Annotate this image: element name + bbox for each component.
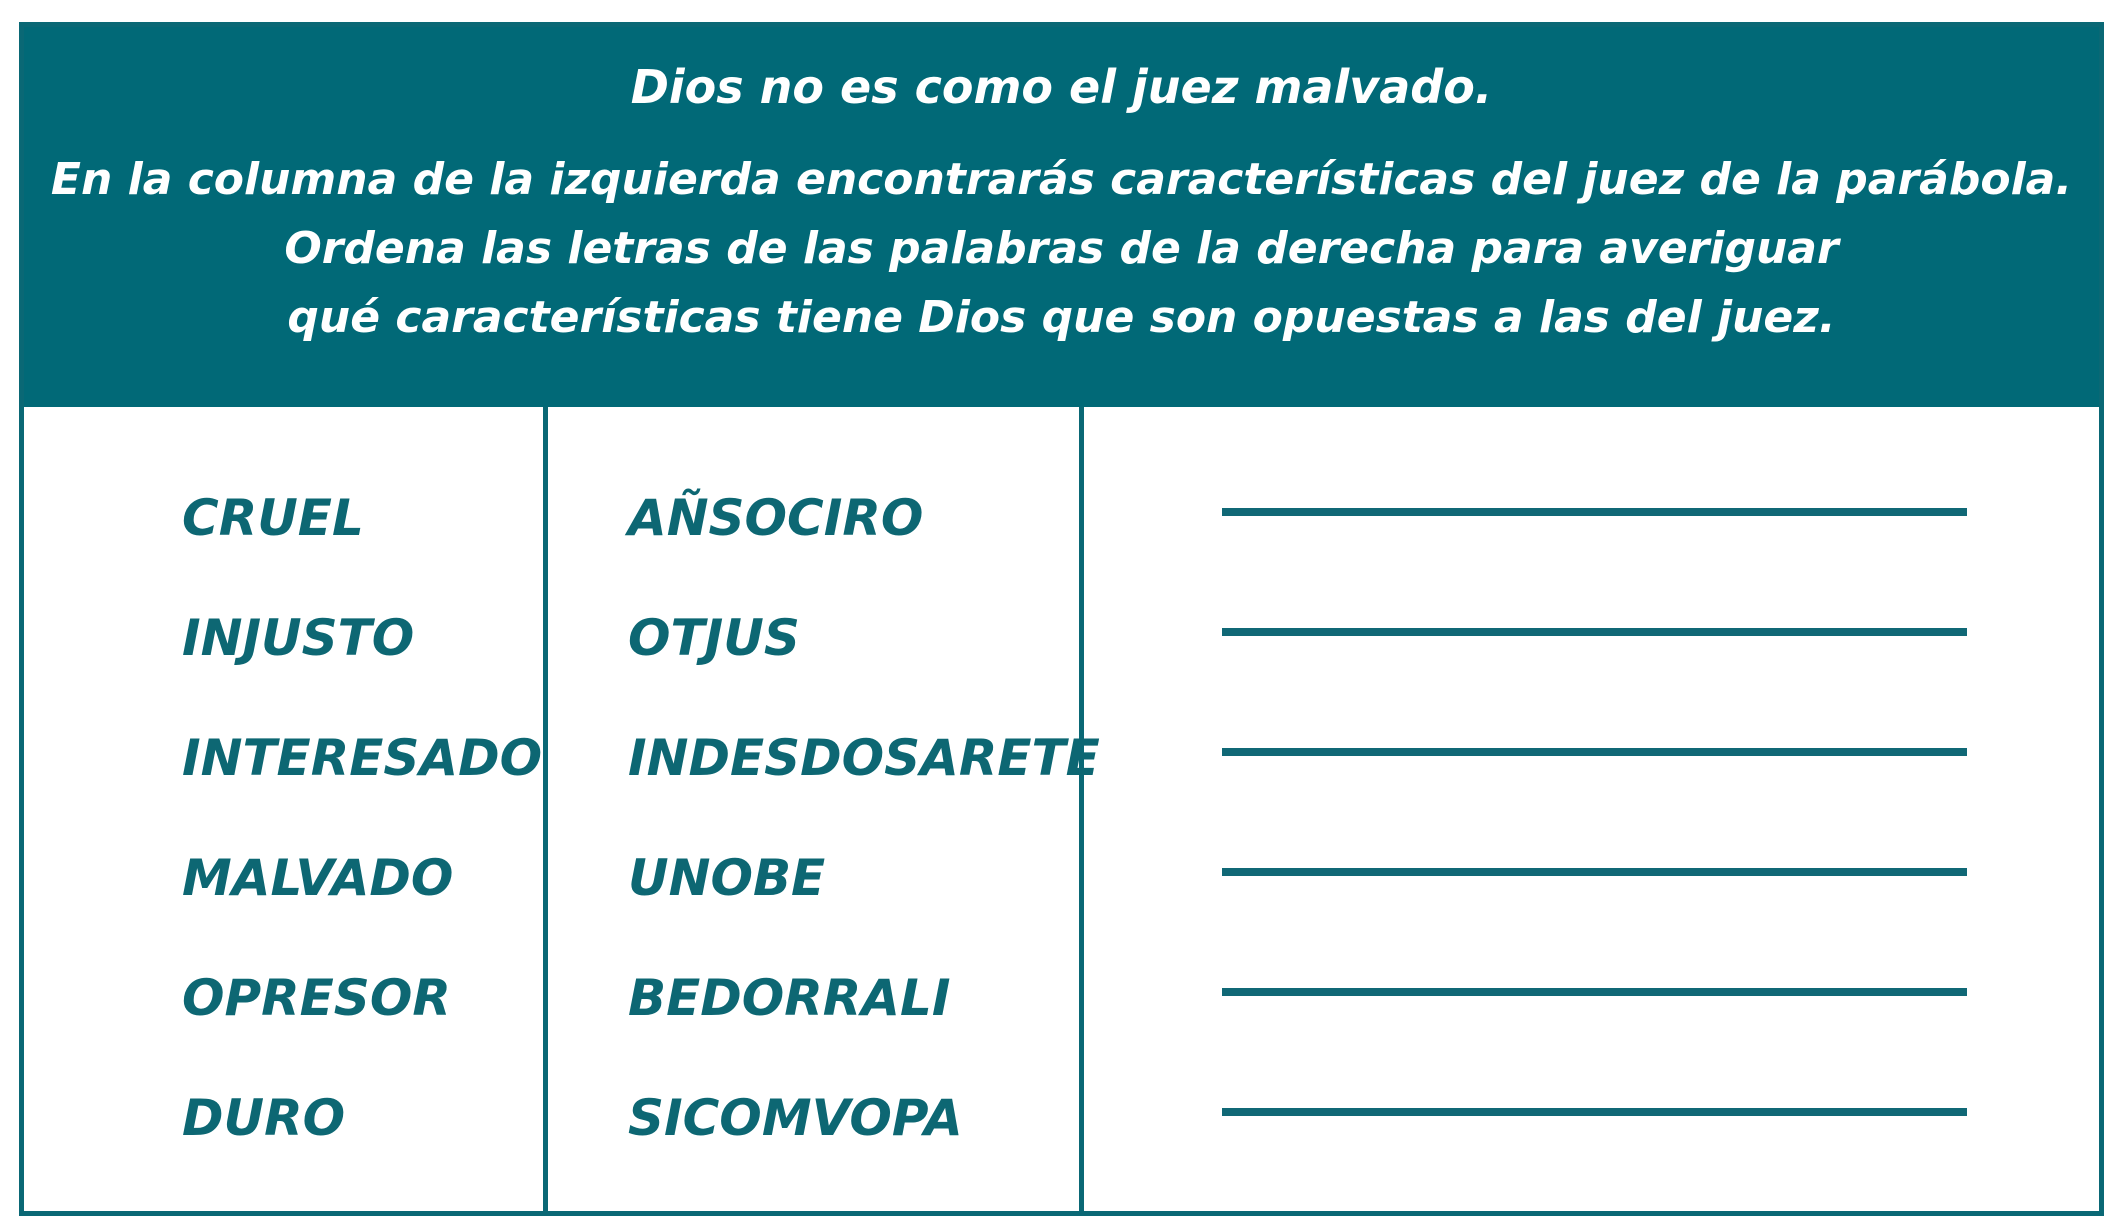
worksheet-title: Dios no es como el juez malvado.: [630, 60, 1493, 114]
judge-trait-opresor: OPRESOR: [182, 969, 451, 1027]
answer-line-5[interactable]: [1222, 988, 1967, 996]
judge-trait-malvado: MALVADO: [182, 849, 454, 907]
scrambled-word-6: SICOMVOPA: [628, 1089, 963, 1147]
answer-line-2[interactable]: [1222, 628, 1967, 636]
scrambled-word-1: AÑSOCIRO: [628, 489, 924, 547]
answer-line-4[interactable]: [1222, 868, 1967, 876]
instruction-line-3: qué características tiene Dios que son opuestas a las del juez.: [287, 292, 1836, 343]
column-divider-left: [543, 407, 548, 1211]
answer-line-6[interactable]: [1222, 1108, 1967, 1116]
column-divider-right: [1079, 407, 1084, 1211]
judge-trait-duro: DURO: [182, 1089, 346, 1147]
scrambled-word-3: INDESDOSARETE: [628, 729, 1100, 787]
answer-line-1[interactable]: [1222, 508, 1967, 516]
answer-line-3[interactable]: [1222, 748, 1967, 756]
judge-trait-cruel: CRUEL: [182, 489, 364, 547]
instruction-line-2: Ordena las letras de las palabras de la derecha para averiguar: [284, 223, 1839, 274]
scrambled-word-5: BEDORRALI: [628, 969, 951, 1027]
scrambled-word-2: OTJUS: [628, 609, 800, 667]
instruction-line-1: En la columna de la izquierda encontrarás características del juez de la parábola.: [50, 154, 2073, 205]
header-banner: [24, 27, 2099, 407]
worksheet-frame: [19, 22, 2104, 1216]
judge-trait-injusto: INJUSTO: [182, 609, 415, 667]
judge-trait-interesado: INTERESADO: [182, 729, 543, 787]
scrambled-word-4: UNOBE: [628, 849, 826, 907]
